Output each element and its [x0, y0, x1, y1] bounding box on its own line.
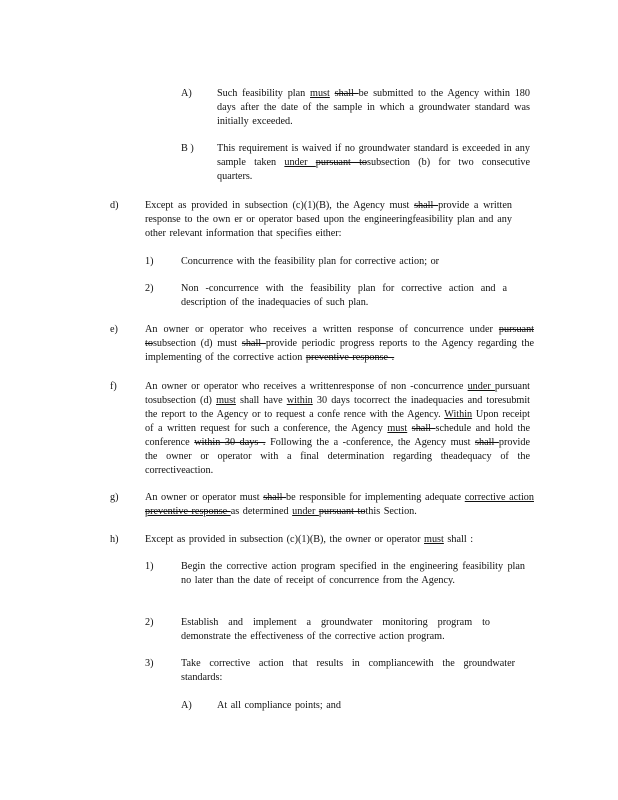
item-text — [217, 87, 530, 129]
text-run: Begin the corrective action program specified in the engineering feasibility plan no later than the date of receipt of concurrence from the Agency. — [181, 561, 525, 586]
deleted-text: pursuant to — [145, 324, 534, 349]
text-run: Establish and implement a groundwater monitoring program to demonstrate the effectiveness of the corrective action program. — [181, 617, 490, 642]
inserted-text: corrective action — [464, 492, 534, 503]
item-text — [145, 380, 530, 478]
text-run: provide the owner or operator with a final determination regarding theadequacy of the correctiveaction. — [145, 437, 530, 476]
inserted-text: must — [216, 395, 236, 406]
item-text — [181, 616, 490, 644]
text-run: Such feasibility plan — [217, 88, 311, 99]
item-label: 3) — [145, 658, 154, 669]
text-run: be responsible for implementing adequate — [286, 492, 465, 503]
text-run: Concurrence with the feasibility plan for corrective action; or — [181, 256, 440, 267]
deleted-text: shall — [411, 423, 436, 434]
text-run: Following the a -conference, the Agency must — [265, 437, 476, 448]
item-label: 2) — [145, 617, 154, 628]
text-run: 30 days tocorrect the inadequacies and toresubmit the report to the Agency or to request a confe rence with the Agency. — [145, 395, 530, 420]
item-text — [217, 142, 530, 184]
text-run: An owner or operator who receives a written response of concurrence under — [145, 324, 499, 335]
text-run: schedule and hold the conference — [145, 423, 530, 448]
text-run: subsection (d) must — [152, 338, 242, 349]
deleted-text: pursuant to — [318, 506, 366, 517]
item-text — [145, 533, 530, 547]
item-text — [181, 560, 525, 588]
inserted-text: within — [286, 395, 313, 406]
text-run: Except as provided in subsection (c)(1)(B), the owner or operator — [145, 534, 425, 545]
text-run: This requirement is waived if no groundwater standard is exceeded in any sample taken — [217, 143, 530, 168]
text-run: provide a written response to the own er or operator based upon the engineeringfeasibility plan and any other relevant information that specifies either: — [145, 200, 513, 239]
text-run: pursuant tosubsection (d) — [145, 381, 530, 406]
deleted-text: pursuant to — [315, 157, 368, 168]
item-label: 2) — [145, 283, 154, 294]
inserted-text: must — [310, 88, 330, 99]
text-run: An owner or operator who receives a writtenresponse of non -concurrence — [145, 381, 468, 392]
text-run: shall have — [235, 395, 287, 406]
deleted-text: shall — [334, 88, 359, 99]
item-text — [181, 657, 515, 685]
text-run: be submitted to the Agency within 180 days after the date of the sample in which a groundwater standard was initially exceeded. — [217, 88, 530, 127]
deleted-text: within 30 days . — [194, 437, 266, 448]
item-label: 1) — [145, 256, 154, 267]
item-text — [145, 199, 512, 241]
inserted-text: must — [387, 423, 408, 434]
text-run: Non -concurrence with the feasibility plan for corrective action and a description of the inadequacies of such plan. — [181, 283, 507, 308]
text-run: this Section. — [365, 506, 417, 517]
item-text — [181, 255, 507, 269]
text-run: Except as provided in subsection (c)(1)(B), the Agency must — [145, 200, 415, 211]
inserted-text: under — [467, 381, 495, 392]
item-label: h) — [110, 534, 119, 545]
inserted-deleted-text: preventive response — [145, 506, 231, 517]
item-text — [217, 699, 381, 713]
item-text — [181, 282, 507, 310]
deleted-text: shall — [414, 200, 439, 211]
text-run: shall : — [443, 534, 474, 545]
deleted-text: shall — [263, 492, 287, 503]
text-run: provide periodic progress reports to the Agency regarding the implementing of the corrective action — [145, 338, 535, 363]
item-label: A) — [181, 700, 192, 711]
inserted-text: Within — [444, 409, 473, 420]
item-label: e) — [110, 324, 118, 335]
deleted-text: preventive response . — [305, 352, 395, 363]
item-text — [145, 491, 534, 519]
item-text — [145, 323, 534, 365]
text-run: At all compliance points; and — [217, 700, 341, 711]
item-label: g) — [110, 492, 119, 503]
item-label: A) — [181, 88, 192, 99]
inserted-text: under — [292, 506, 319, 517]
text-run: Upon receipt of a written request for such a conference, the Agency — [145, 409, 530, 434]
item-label: B ) — [181, 143, 194, 154]
item-label: d) — [110, 200, 119, 211]
inserted-text: under — [284, 157, 316, 168]
inserted-text: must — [424, 534, 444, 545]
item-label: f) — [110, 381, 117, 392]
text-run: An owner or operator must — [145, 492, 264, 503]
text-run: as determined — [230, 506, 293, 517]
item-label: 1) — [145, 561, 154, 572]
text-run: subsection (b) for two consecutive quarters. — [217, 157, 531, 182]
text-run: Take corrective action that results in compliancewith the groundwater standards: — [181, 658, 515, 683]
deleted-text: shall — [475, 437, 499, 448]
deleted-text: shall — [241, 338, 266, 349]
